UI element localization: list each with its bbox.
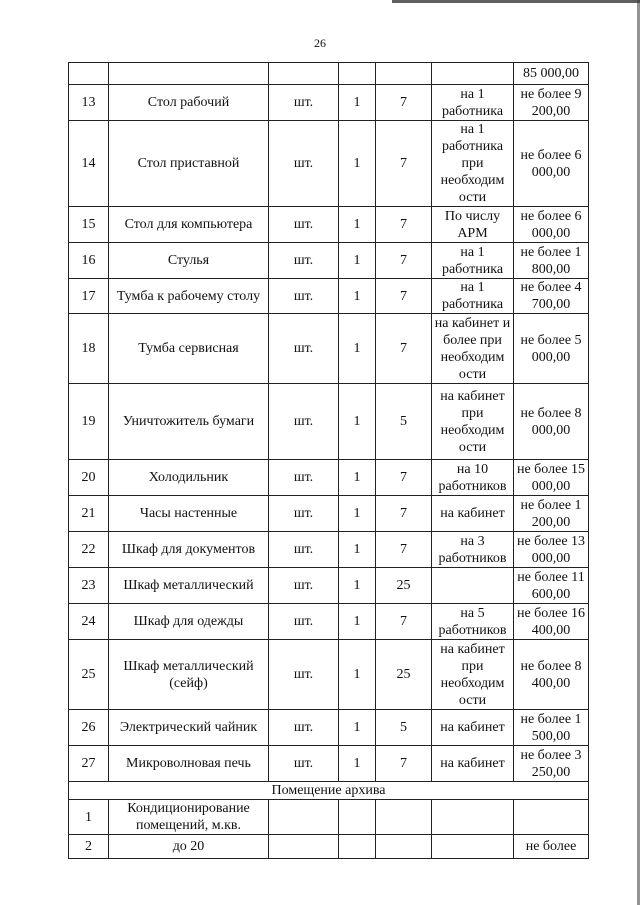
item-name: Стулья [109, 243, 269, 279]
item-quantity: 1 [339, 314, 376, 384]
row-number: 19 [69, 384, 109, 460]
item-unit: шт. [269, 640, 339, 710]
item-quantity: 1 [339, 496, 376, 532]
item-term: 5 [376, 710, 432, 746]
item-term [376, 835, 432, 859]
item-unit: шт. [269, 314, 339, 384]
row-number: 25 [69, 640, 109, 710]
item-cost: не более 11 600,00 [514, 568, 589, 604]
item-quantity: 1 [339, 746, 376, 782]
item-norm: на кабинет [432, 496, 514, 532]
row-number: 18 [69, 314, 109, 384]
item-term [376, 800, 432, 835]
item-term: 7 [376, 746, 432, 782]
row-number: 21 [69, 496, 109, 532]
item-unit: шт. [269, 496, 339, 532]
item-term: 7 [376, 532, 432, 568]
table-row [69, 800, 589, 835]
item-unit: шт. [269, 746, 339, 782]
item-cost: не более 1 800,00 [514, 243, 589, 279]
furniture-norms-table [68, 62, 589, 859]
section-title: Помещение архива [69, 782, 589, 800]
item-name: Стол рабочий [109, 85, 269, 121]
item-cost: не более 6 000,00 [514, 207, 589, 243]
item-unit: шт. [269, 460, 339, 496]
item-norm: на кабинет [432, 710, 514, 746]
row-number: 2 [69, 835, 109, 859]
item-cost: не более 5 000,00 [514, 314, 589, 384]
item-norm [432, 835, 514, 859]
item-unit: шт. [269, 279, 339, 314]
item-term: 7 [376, 85, 432, 121]
table-row [69, 243, 589, 279]
item-name: Тумба к рабочему столу [109, 279, 269, 314]
item-quantity: 1 [339, 532, 376, 568]
item-quantity: 1 [339, 85, 376, 121]
table-row [69, 314, 589, 384]
item-norm: По числу АРМ [432, 207, 514, 243]
item-cost: не более 13 000,00 [514, 532, 589, 568]
row-number: 23 [69, 568, 109, 604]
table-row [69, 835, 589, 859]
item-quantity: 1 [339, 121, 376, 207]
item-name: Кондиционирование помещений, м.кв. [109, 800, 269, 835]
item-norm: на кабинет и более при необходим ости [432, 314, 514, 384]
table-row [69, 746, 589, 782]
item-quantity: 1 [339, 460, 376, 496]
table-row [69, 279, 589, 314]
item-cost: не более 4 700,00 [514, 279, 589, 314]
item-term: 7 [376, 604, 432, 640]
item-quantity: 1 [339, 710, 376, 746]
item-quantity: 1 [339, 279, 376, 314]
item-quantity [339, 63, 376, 85]
item-norm: на кабинет при необходим ости [432, 384, 514, 460]
item-unit: шт. [269, 604, 339, 640]
table-row [69, 460, 589, 496]
item-unit: шт. [269, 85, 339, 121]
table-row [69, 568, 589, 604]
item-unit [269, 63, 339, 85]
row-number: 15 [69, 207, 109, 243]
item-norm: на 1 работника [432, 85, 514, 121]
item-cost [514, 800, 589, 835]
item-norm [432, 63, 514, 85]
item-quantity: 1 [339, 640, 376, 710]
table-row [69, 496, 589, 532]
item-term: 7 [376, 207, 432, 243]
item-quantity [339, 800, 376, 835]
table-row [69, 207, 589, 243]
item-norm: на 10 работников [432, 460, 514, 496]
item-quantity: 1 [339, 604, 376, 640]
item-name: до 20 [109, 835, 269, 859]
section-row [69, 782, 589, 800]
item-quantity: 1 [339, 243, 376, 279]
row-number: 17 [69, 279, 109, 314]
item-name: Холодильник [109, 460, 269, 496]
row-number: 16 [69, 243, 109, 279]
item-norm: на кабинет [432, 746, 514, 782]
item-term: 7 [376, 243, 432, 279]
item-term: 7 [376, 314, 432, 384]
row-number: 1 [69, 800, 109, 835]
table-row [69, 85, 589, 121]
item-cost: не более 8 000,00 [514, 384, 589, 460]
item-norm: на 1 работника [432, 279, 514, 314]
row-number: 20 [69, 460, 109, 496]
item-term [376, 63, 432, 85]
item-name: Электрический чайник [109, 710, 269, 746]
item-term: 7 [376, 121, 432, 207]
item-quantity [339, 835, 376, 859]
item-cost: не более 1 500,00 [514, 710, 589, 746]
item-norm: на 1 работника [432, 243, 514, 279]
item-cost: не более 1 200,00 [514, 496, 589, 532]
item-name: Шкаф металлический [109, 568, 269, 604]
item-term: 25 [376, 640, 432, 710]
row-number: 13 [69, 85, 109, 121]
item-cost: 85 000,00 [514, 63, 589, 85]
scan-edge-top [392, 0, 640, 3]
item-cost: не более 16 400,00 [514, 604, 589, 640]
item-term: 5 [376, 384, 432, 460]
item-norm: на 3 работников [432, 532, 514, 568]
table-row [69, 121, 589, 207]
item-cost: не более 8 400,00 [514, 640, 589, 710]
item-cost: не более 3 250,00 [514, 746, 589, 782]
item-cost: не более 6 000,00 [514, 121, 589, 207]
table-row [69, 604, 589, 640]
table-row [69, 532, 589, 568]
item-quantity: 1 [339, 568, 376, 604]
row-number: 22 [69, 532, 109, 568]
item-name: Шкаф для одежды [109, 604, 269, 640]
item-name: Уничтожитель бумаги [109, 384, 269, 460]
item-name: Стол для компьютера [109, 207, 269, 243]
item-unit: шт. [269, 710, 339, 746]
item-norm: на 1 работника при необходим ости [432, 121, 514, 207]
item-unit [269, 800, 339, 835]
item-unit: шт. [269, 384, 339, 460]
item-norm: на 5 работников [432, 604, 514, 640]
table-row [69, 640, 589, 710]
item-term: 7 [376, 279, 432, 314]
item-unit: шт. [269, 121, 339, 207]
item-name: Часы настенные [109, 496, 269, 532]
item-name [109, 63, 269, 85]
item-cost: не более 15 000,00 [514, 460, 589, 496]
item-unit [269, 835, 339, 859]
item-term: 7 [376, 460, 432, 496]
item-unit: шт. [269, 243, 339, 279]
row-number: 14 [69, 121, 109, 207]
item-term: 7 [376, 496, 432, 532]
page-number: 26 [314, 36, 326, 50]
item-name: Стол приставной [109, 121, 269, 207]
table-row [69, 63, 589, 85]
item-norm: на кабинет при необходим ости [432, 640, 514, 710]
item-name: Шкаф для документов [109, 532, 269, 568]
item-unit: шт. [269, 568, 339, 604]
item-term: 25 [376, 568, 432, 604]
row-number [69, 63, 109, 85]
item-cost: не более 9 200,00 [514, 85, 589, 121]
row-number: 26 [69, 710, 109, 746]
item-cost: не более [514, 835, 589, 859]
table-row [69, 384, 589, 460]
item-name: Микроволновая печь [109, 746, 269, 782]
table-row [69, 710, 589, 746]
row-number: 27 [69, 746, 109, 782]
item-norm [432, 800, 514, 835]
item-norm [432, 568, 514, 604]
item-unit: шт. [269, 532, 339, 568]
item-unit: шт. [269, 207, 339, 243]
item-quantity: 1 [339, 207, 376, 243]
item-name: Тумба сервисная [109, 314, 269, 384]
item-quantity: 1 [339, 384, 376, 460]
row-number: 24 [69, 604, 109, 640]
item-name: Шкаф металлический (сейф) [109, 640, 269, 710]
